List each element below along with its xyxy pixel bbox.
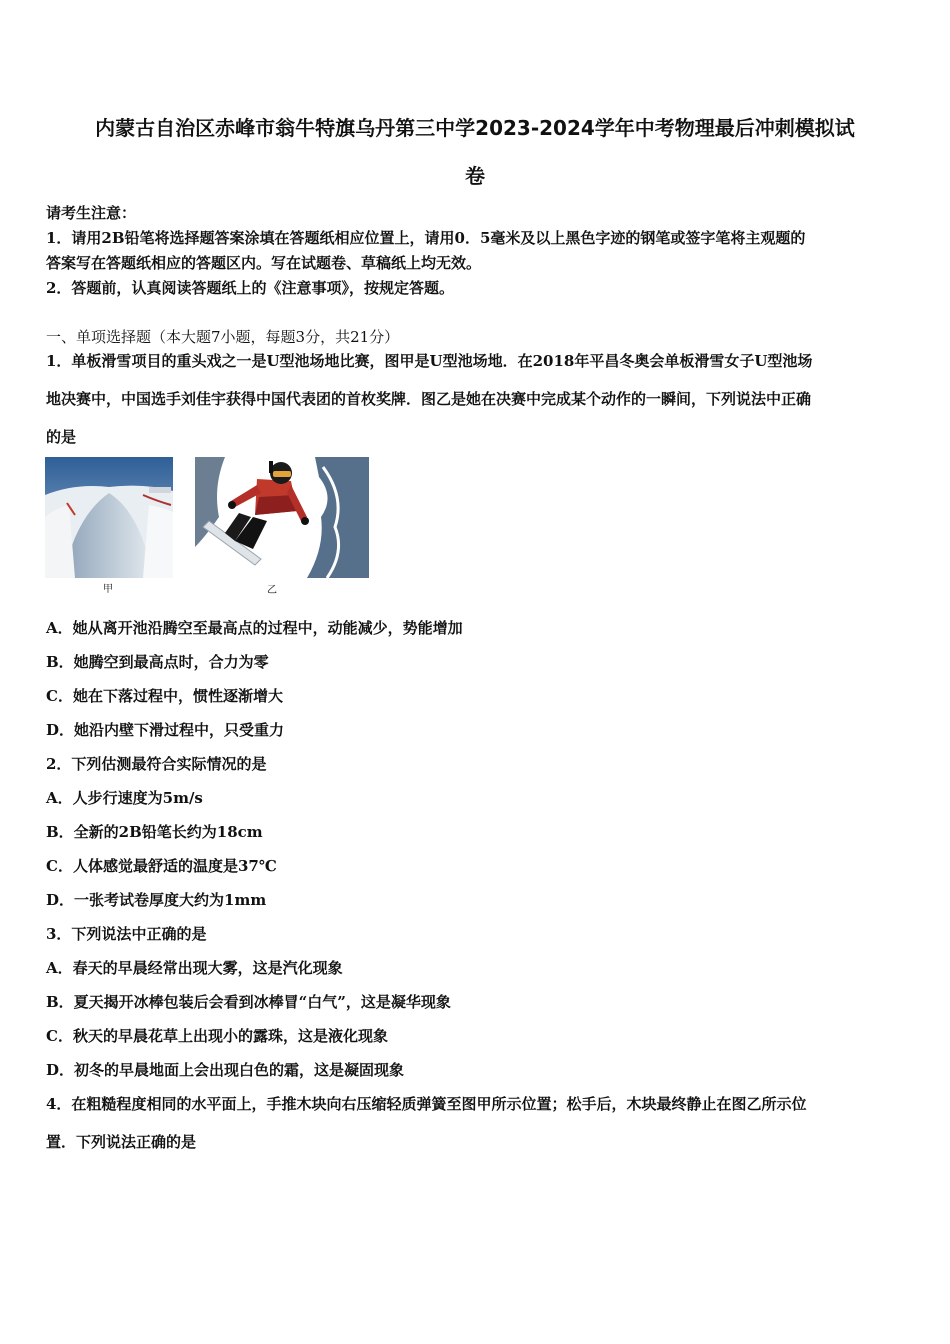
question-1-stem: 地决赛中，中国选手刘佳宇获得中国代表团的首枚奖牌．图乙是她在决赛中完成某个动作的一瞬间，下列说法中正确	[46, 390, 812, 408]
question-2-stem: 2．下列估测最符合实际情况的是	[46, 755, 267, 773]
question-2-option: B．全新的2B铅笔长约为18cm	[46, 823, 263, 841]
question-2-option: D．一张考试卷厚度大约为1mm	[46, 891, 267, 909]
notice-item: 1．请用2B铅笔将选择题答案涂填在答题纸相应位置上，请用0．5毫米及以上黑色字迹的钢笔或签字笔将主观题的	[46, 229, 806, 247]
question-3-option: A．春天的早晨经常出现大雾，这是汽化现象	[46, 959, 343, 977]
exam-title-line-1: 内蒙古自治区赤峰市翁牛特旗乌丹第三中学2023-2024学年中考物理最后冲刺模拟试	[95, 116, 855, 140]
question-1-stem: 的是	[46, 428, 77, 446]
question-1-option: D．她沿内壁下滑过程中，只受重力	[46, 721, 285, 739]
question-2-option: C．人体感觉最舒适的温度是37℃	[46, 857, 277, 875]
question-1-option: C．她在下落过程中，惯性逐渐增大	[46, 687, 283, 705]
question-3-option: B．夏天揭开冰棒包装后会看到冰棒冒“白气”，这是凝华现象	[46, 993, 451, 1011]
question-1-stem: 1．单板滑雪项目的重头戏之一是U型池场地比赛，图甲是U型池场地．在2018年平昌冬奥会单板滑雪女子U型池场	[46, 352, 813, 370]
question-1-option: B．她腾空到最高点时，合力为零	[46, 653, 269, 671]
question-2-option: A．人步行速度为5m/s	[46, 789, 203, 807]
question-4-stem: 置．下列说法正确的是	[46, 1133, 197, 1151]
question-3-stem: 3．下列说法中正确的是	[46, 925, 207, 943]
photo-caption-yi: 乙	[267, 585, 277, 596]
notice-item: 2．答题前，认真阅读答题纸上的《注意事项》，按规定答题。	[46, 279, 454, 297]
halfpipe-photo	[45, 457, 173, 578]
question-1-option: A．她从离开池沿腾空至最高点的过程中，动能减少，势能增加	[46, 619, 463, 637]
snowboarder-photo	[195, 457, 369, 578]
photo-caption-jia: 甲	[103, 584, 113, 595]
notice-item: 答案写在答题纸相应的答题区内。写在试题卷、草稿纸上均无效。	[46, 254, 482, 272]
section-heading: 一、单项选择题（本大题7小题，每题3分，共21分）	[46, 328, 400, 346]
exam-title-line-2: 卷	[465, 164, 485, 188]
question-4-stem: 4．在粗糙程度相同的水平面上，手推木块向右压缩轻质弹簧至图甲所示位置；松手后，木块最终静止在图乙所示位	[46, 1095, 807, 1113]
question-3-option: D．初冬的早晨地面上会出现白色的霜，这是凝固现象	[46, 1061, 405, 1079]
question-3-option: C．秋天的早晨花草上出现小的露珠，这是液化现象	[46, 1027, 388, 1045]
notice-heading: 请考生注意：	[46, 204, 137, 222]
